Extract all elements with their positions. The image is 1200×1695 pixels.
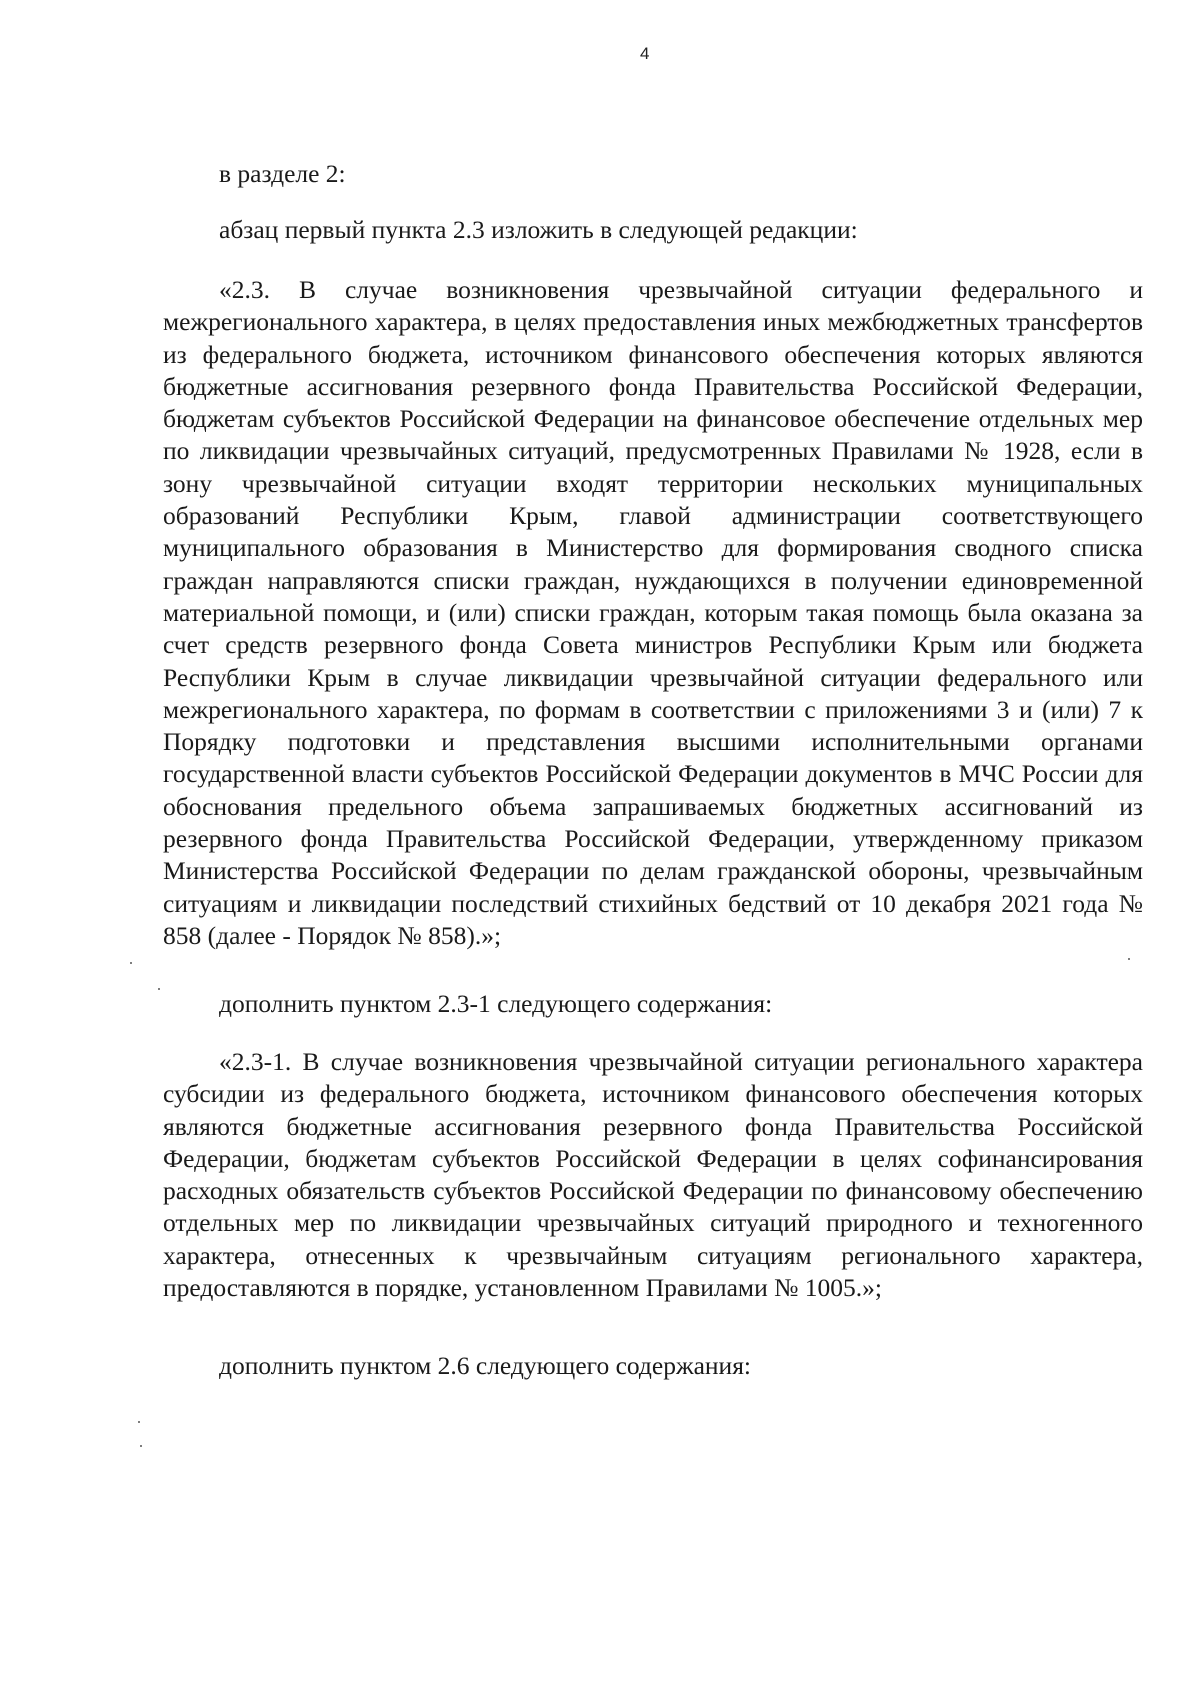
- paragraph-instruction-2-6: дополнить пунктом 2.6 следующего содержания:: [219, 1351, 752, 1380]
- scan-speck: [130, 962, 132, 964]
- scan-speck: [158, 988, 160, 990]
- scan-speck: [138, 1421, 140, 1423]
- paragraph-clause-2-3: «2.3. В случае возникновения чрезвычайной ситуации федерального и межрегионального характера, в целях предоставления иных межбюджетных трансфертов из федерального бюджета, источником финансового обеспечения которых являются бюджетные ассигнования резервного фонда Правительства Российской Федерации, бюджетам субъектов Российской Федерации на финансовое обеспечение отдельных мер по ликвидации чрезвычайных ситуаций, предусмотренных Правилами № 1928, если в зону чрезвычайной ситуации входят территории нескольких муниципальных образований Республики Крым, главой администрации соответствующего муниципального образования в Министерство для формирования сводного списка граждан направляются списки граждан, нуждающихся в получении единовременной материальной помощи, и (или) списки граждан, которым такая помощь была оказана за счет средств резервного фонда Совета министров Республики Крым или бюджета Республики Крым в случае ликвидации чрезвычайной ситуации федерального или межрегионального характера, по формам в соответствии с приложениями 3 и (или) 7 к Порядку подготовки и представления высшими исполнительными органами государственной власти субъектов Российской Федерации документов в МЧС России для обоснования предельного объема запрашиваемых бюджетных ассигнований из резервного фонда Правительства Российской Федерации, утвержденному приказом Министерства Российской Федерации по делам гражданской обороны, чрезвычайным ситуациям и ликвидации последствий стихийных бедствий от 10 декабря 2021 года № 858 (далее - Порядок № 858).»;: [163, 275, 1143, 950]
- paragraph-instruction-2-3-1: дополнить пунктом 2.3-1 следующего содержания:: [219, 989, 773, 1018]
- scan-speck: [140, 1445, 142, 1447]
- paragraph-clause-2-3-1: «2.3-1. В случае возникновения чрезвычайной ситуации регионального характера субсидии из федерального бюджета, источником финансового обеспечения которых являются бюджетные ассигнования резервного фонда Правительства Российской Федерации, бюджетам субъектов Российской Федерации в целях софинансирования расходных обязательств субъектов Российской Федерации по финансовому обеспечению отдельных мер по ликвидации чрезвычайных ситуаций природного и техногенного характера, отнесенных к чрезвычайным ситуациям регионального характера, предоставляются в порядке, установленном Правилами № 1005.»;: [163, 1047, 1143, 1303]
- paragraph-instruction-2-3: абзац первый пункта 2.3 изложить в следующей редакции:: [219, 215, 858, 244]
- paragraph-section-heading: в разделе 2:: [219, 159, 346, 188]
- page-number: 4: [640, 44, 650, 63]
- scan-speck: [1128, 958, 1130, 960]
